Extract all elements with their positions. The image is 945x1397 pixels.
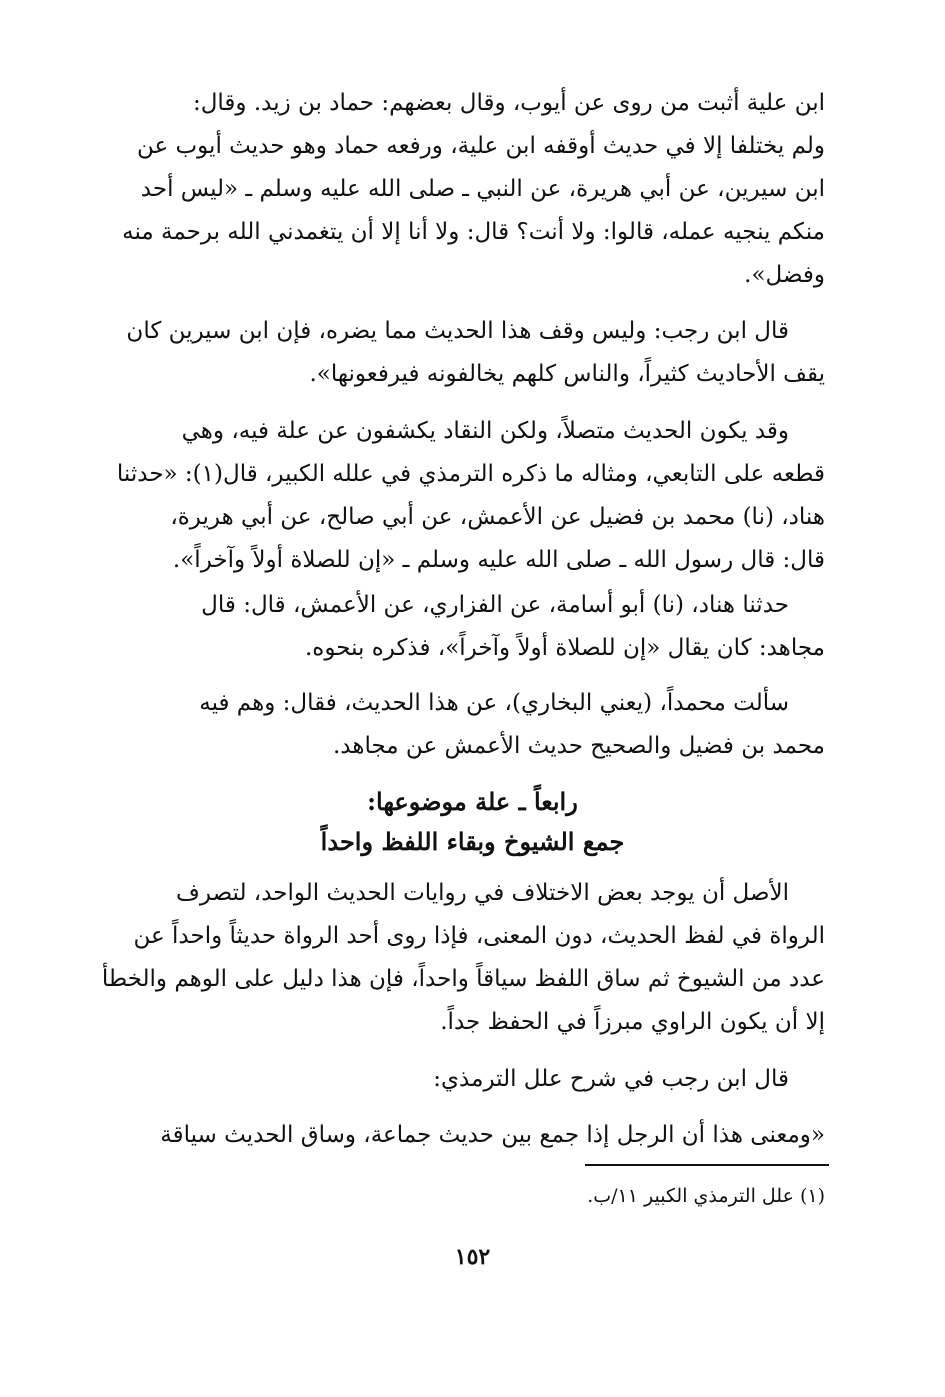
text-line: وفضل». bbox=[744, 262, 825, 288]
text-line: سألت محمداً، (يعني البخاري)، عن هذا الحديث، فقال: وهم فيه bbox=[199, 690, 789, 716]
text-line: الأصل أن يوجد بعض الاختلاف في روايات الحديث الواحد، لتصرف bbox=[176, 880, 789, 906]
text-line: عدد من الشيوخ ثم ساق اللفظ سياقاً واحداً، فإن هذا دليل على الوهم والخطأ bbox=[101, 966, 825, 992]
footnote: (١) علل الترمذي الكبير ١١/ب. bbox=[587, 1185, 825, 1207]
text-line: قال ابن رجب في شرح علل الترمذي: bbox=[433, 1066, 789, 1092]
section-heading bbox=[120, 782, 825, 862]
section-heading-title: رابعاً ـ علة موضوعها: bbox=[367, 787, 578, 816]
paragraph-6 bbox=[101, 872, 825, 1044]
text-line: محمد بن فضيل والصحيح حديث الأعمش عن مجاهد. bbox=[332, 733, 825, 759]
text-line: «ومعنى هذا أن الرجل إذا جمع بين حديث جماعة، وساق الحديث سياقة bbox=[160, 1122, 825, 1148]
text-line: إلا أن يكون الراوي مبرزاً في الحفظ جداً. bbox=[440, 1009, 825, 1035]
text-line: ابن علية أثبت من روى عن أيوب، وقال بعضهم: حماد بن زيد. وقال: bbox=[192, 90, 825, 116]
paragraph-5 bbox=[120, 682, 825, 768]
paragraph-3 bbox=[116, 410, 825, 582]
text-line: قطعه على التابعي، ومثاله ما ذكره الترمذي في علله الكبير، قال(١): «حدثنا bbox=[116, 461, 825, 487]
text-line: ولم يختلفا إلا في حديث أوقفه ابن علية، ورفعه حماد وهو حديث أيوب عن bbox=[136, 133, 825, 159]
text-line: مجاهد: كان يقال «إن للصلاة أولاً وآخراً»، فذكره بنحوه. bbox=[304, 635, 825, 661]
paragraph-4 bbox=[120, 584, 825, 670]
text-line: قال ابن رجب: وليس وقف هذا الحديث مما يضره، فإن ابن سيرين كان bbox=[126, 318, 789, 344]
text-line: هناد، (نا) محمد بن فضيل عن الأعمش، عن أبي صالح، عن أبي هريرة، bbox=[170, 504, 825, 530]
text-line: وقد يكون الحديث متصلاً، ولكن النقاد يكشفون عن علة فيه، وهي bbox=[181, 418, 789, 444]
text-line: يقف الأحاديث كثيراً، والناس كلهم يخالفونه فيرفعونها». bbox=[309, 361, 825, 387]
page-number: ١٥٢ bbox=[454, 1244, 491, 1270]
paragraph-2 bbox=[120, 310, 825, 396]
paragraph-8 bbox=[120, 1114, 825, 1157]
text-line: قال: قال رسول الله ـ صلى الله عليه وسلم ـ «إن للصلاة أولاً وآخراً». bbox=[172, 547, 825, 573]
footnote-divider bbox=[585, 1164, 829, 1166]
text-line: منكم ينجيه عمله، قالوا: ولا أنت؟ قال: ولا أنا إلا أن يتغمدني الله برحمة منه bbox=[122, 219, 825, 245]
paragraph-7 bbox=[120, 1058, 825, 1101]
paragraph-1 bbox=[120, 82, 825, 297]
text-line: الرواة في لفظ الحديث، دون المعنى، فإذا روى أحد الرواة حديثاً واحداً عن bbox=[133, 923, 825, 949]
text-line: حدثنا هناد، (نا) أبو أسامة، عن الفزاري، عن الأعمش، قال: قال bbox=[201, 592, 789, 618]
text-line: ابن سيرين، عن أبي هريرة، عن النبي ـ صلى الله عليه وسلم ـ «ليس أحد bbox=[140, 176, 825, 202]
section-heading-subtitle: جمع الشيوخ وبقاء اللفظ واحداً bbox=[320, 827, 625, 856]
